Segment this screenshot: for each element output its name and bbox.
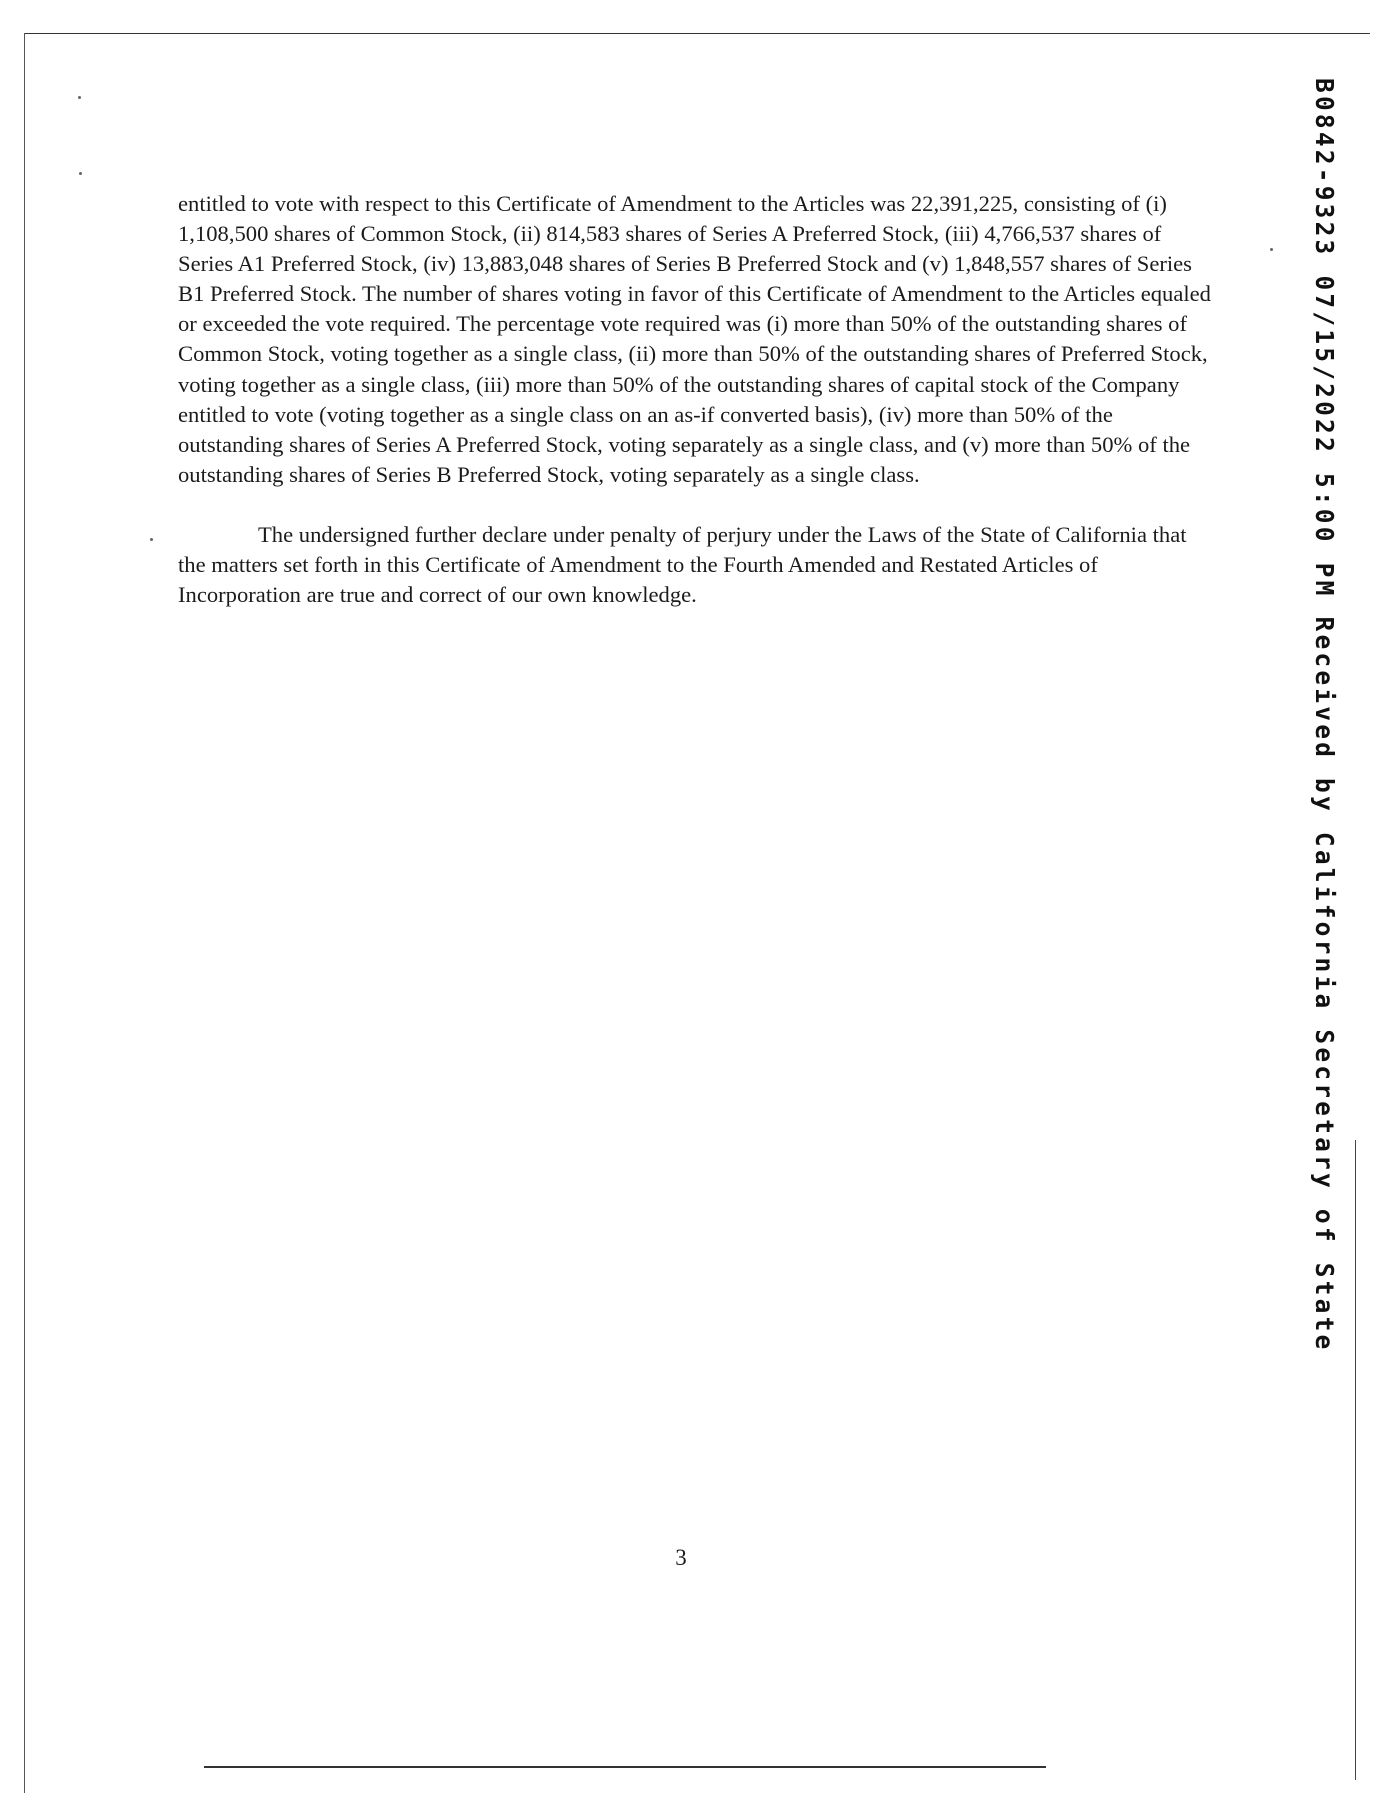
top-border-line xyxy=(24,33,1370,34)
fax-received-header: B0842-9323 07/15/2022 5:00 PM Received by California Secretary of State xyxy=(1310,78,1339,1353)
scan-speck xyxy=(1270,248,1273,251)
left-border-line xyxy=(24,33,25,1793)
scan-speck xyxy=(78,96,81,99)
right-border-line xyxy=(1355,1140,1356,1780)
scan-speck xyxy=(79,172,82,175)
paragraph-declaration: The undersigned further declare under penalty of perjury under the Laws of the State of California that the matters set forth in this Certificate of Amendment to the Fourth Amended and Restated Articles of Incorporation are true and correct of our own knowledge. xyxy=(178,521,1187,608)
body-text xyxy=(178,189,1218,610)
scan-speck xyxy=(150,538,153,541)
paragraph-vote-details: entitled to vote with respect to this Certificate of Amendment to the Articles was 22,391,225, consisting of (i) 1,108,500 shares of Common Stock, (ii) 814,583 shares of Series A Preferred Stock, (iii) 4,766,537 shares of Series A1 Preferred Stock, (iv) 13,883,048 shares of Series B Preferred Stock and (v) 1,848,557 shares of Series B1 Preferred Stock. The number of shares voting in favor of this Certificate of Amendment to the Articles equaled or exceeded the vote required. The percentage vote required was (i) more than 50% of the outstanding shares of Common Stock, voting together as a single class, (ii) more than 50% of the outstanding shares of Preferred Stock, voting together as a single class, (iii) more than 50% of the outstanding shares of capital stock of the Company entitled to vote (voting together as a single class on an as-if converted basis), (iv) more than 50% of the outstanding shares of Series A Preferred Stock, voting separately as a single class, and (v) more than 50% of the outstanding shares of Series B Preferred Stock, voting separately as a single class. xyxy=(178,191,1211,487)
bottom-border-line xyxy=(204,1766,1046,1768)
page-number: 3 xyxy=(675,1545,687,1570)
